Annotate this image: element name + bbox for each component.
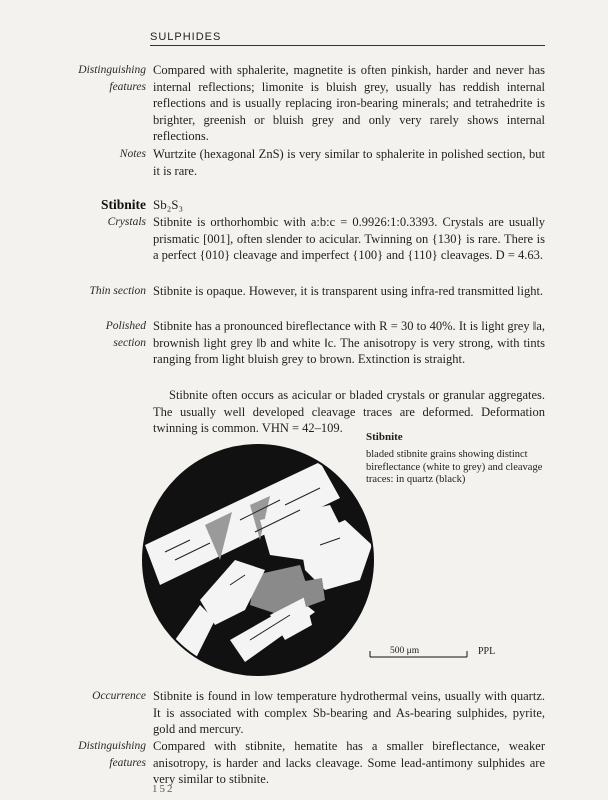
chemical-formula: Sb₂S₃ bbox=[153, 197, 184, 212]
body-text: Compared with sphalerite, magnetite is often pinkish, harder and never has internal reflections; limonite is bluish grey, usually has reddish internal reflections and is usually replacing iron-bearing minerals; and tetrahedrite is brighter, greenish or bluish grey and only very rarely shows internal reflections. bbox=[153, 63, 545, 143]
scale-bar-label: 500 μm bbox=[390, 646, 420, 656]
body-text: Stibnite is found in low temperature hydrothermal veins, usually with quartz. It is associated with complex Sb-bearing and As-bearing sulphides, pyrite, gold and mercury. bbox=[153, 689, 545, 736]
margin-label: Notes bbox=[119, 148, 146, 160]
micrograph-field bbox=[140, 440, 380, 680]
margin-label: Thin section bbox=[89, 285, 146, 297]
page-number: 152 bbox=[152, 783, 175, 795]
margin-label: Distinguishing features bbox=[78, 64, 146, 93]
margin-label: Distinguishing features bbox=[78, 740, 146, 769]
mineral-heading: Stibnite bbox=[100, 197, 146, 212]
figure-caption: bladed stibnite grains showing distinct bireflectance (white to grey) and cleavage traces: in quartz (black) bbox=[366, 449, 543, 485]
body-text: Stibnite is orthorhombic with a:b:c = 0.9926:1:0.3393. Crystals are usually prismatic [001], often slender to acicular. Twinning on {130} is rare. There is a perfect {010} cleavage and imperfect {100} and {110} cleavages. D = 4.63. bbox=[153, 215, 545, 262]
body-text: Stibnite often occurs as acicular or bladed crystals or granular aggregates. The usually well developed cleavage traces are deformed. Deformation twinning is common. VHN = 42–109. bbox=[153, 388, 545, 435]
body-text: Wurtzite (hexagonal ZnS) is very similar to sphalerite in polished section, but it is rare. bbox=[153, 147, 545, 178]
figure-title: Stibnite bbox=[366, 431, 403, 443]
body-text: Compared with stibnite, hematite has a smaller bireflectance, weaker anisotropy, is harder and lacks cleavage. Some lead-antimony sulphides are very similar to stibnite. bbox=[153, 739, 545, 786]
running-head: SULPHIDES bbox=[150, 31, 545, 46]
margin-label: Crystals bbox=[107, 216, 146, 228]
body-text: Stibnite is opaque. However, it is transparent using infra-red transmitted light. bbox=[153, 284, 544, 298]
margin-label: Polished section bbox=[105, 320, 146, 349]
body-text: Stibnite has a pronounced bireflectance with R = 30 to 40%. It is light grey ‖a, brownish light grey ‖b and white ‖c. The anisotropy is very strong, with tints ranging from light bluish grey to brown. Extinction is straight. bbox=[153, 319, 545, 366]
margin-label: Occurrence bbox=[92, 690, 146, 702]
illumination-mode-label: PPL bbox=[478, 646, 496, 657]
